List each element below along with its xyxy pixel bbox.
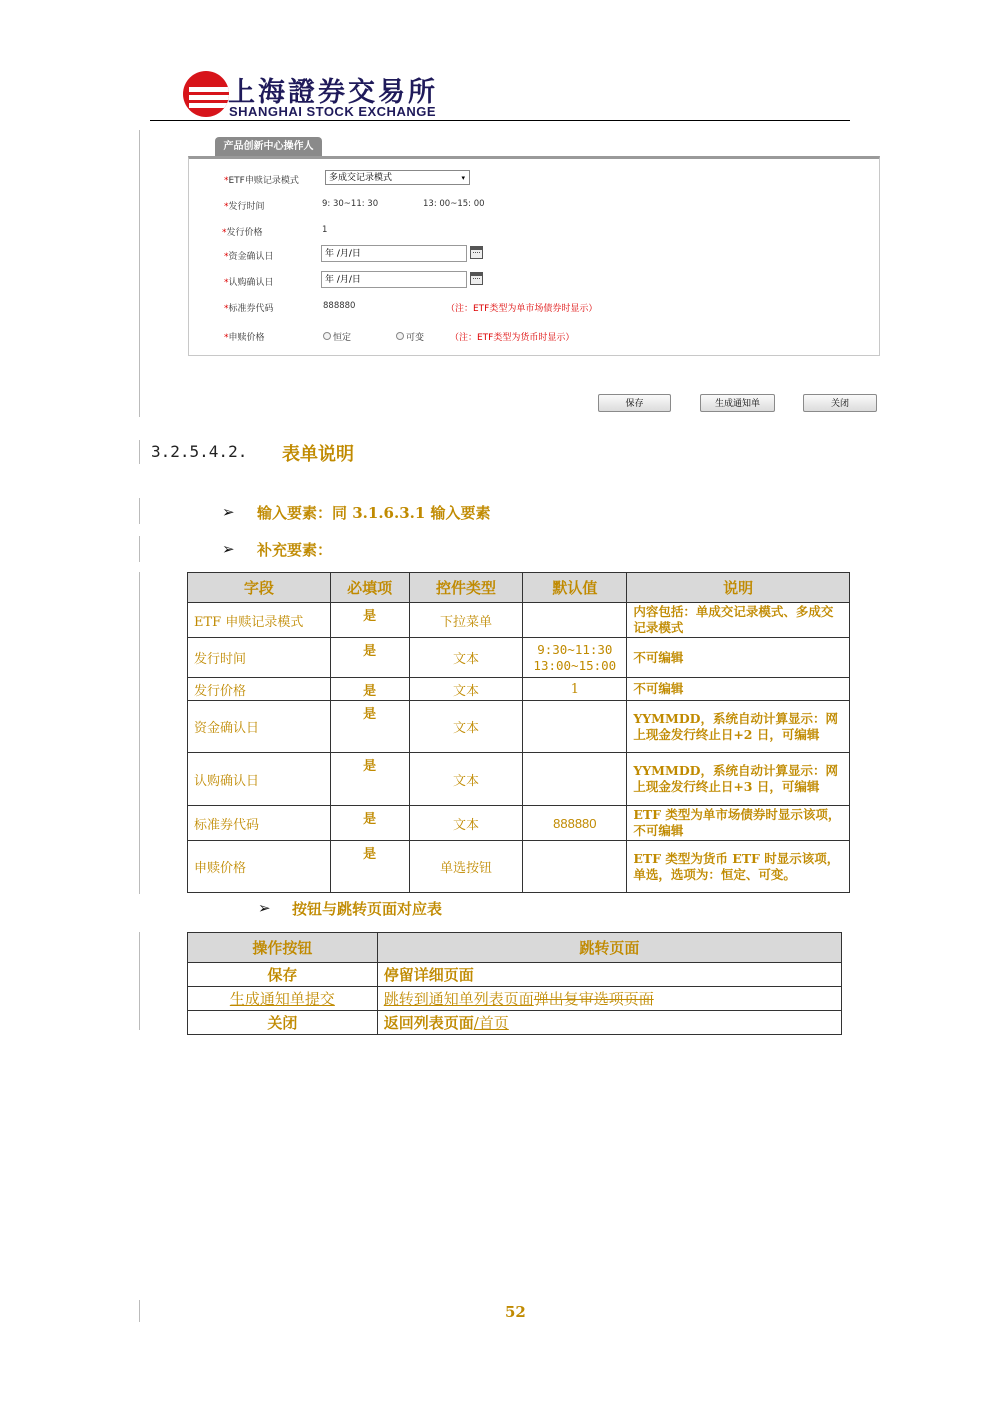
- desc-cell: ETF 类型为单市场债券时显示该项，不可编辑: [627, 806, 850, 841]
- desc-cell: YYMMDD，系统自动计算显示：网上现金发行终止日+3 日，可编辑: [627, 753, 850, 806]
- button-cell: 保存: [188, 963, 378, 987]
- button-table: [187, 932, 842, 1035]
- close-button[interactable]: 关闭: [803, 394, 877, 412]
- issue-time-am: 9: 30~11: 30: [322, 199, 379, 209]
- radio-variable-label: 可变: [406, 333, 425, 343]
- column-header: 必填项: [330, 573, 409, 603]
- column-header: 操作按钮: [188, 933, 378, 963]
- desc-cell: 内容包括：单成交记录模式、多成交记录模式: [627, 603, 850, 638]
- field-cell: 资金确认日: [188, 701, 331, 753]
- chevron-down-icon: ▾: [461, 174, 465, 182]
- std-code-value: 888880: [323, 301, 356, 311]
- change-bar: [139, 932, 140, 1030]
- redeem-price-note: （注：ETF类型为货币时显示）: [450, 333, 575, 343]
- calendar-icon[interactable]: [470, 246, 483, 259]
- change-bar: [139, 440, 140, 464]
- field-cell: 申赎价格: [188, 841, 331, 893]
- table-row: [188, 603, 850, 638]
- page-number: 52: [505, 1303, 526, 1321]
- required-cell: 是: [330, 701, 409, 753]
- control-cell: 文本: [409, 678, 523, 701]
- default-cell: 9:30~11:30 13:00~15:00: [523, 638, 627, 678]
- field-table: [187, 572, 850, 893]
- section-number: 3.2.5.4.2.: [151, 442, 248, 461]
- logo-chinese: 上海證券交易所: [228, 77, 438, 108]
- field-cell: 发行价格: [188, 678, 331, 701]
- bullet-extra-elements: 补充要素：: [257, 541, 333, 559]
- field-cell: 认购确认日: [188, 753, 331, 806]
- field-cell: 发行时间: [188, 638, 331, 678]
- change-bar: [139, 130, 140, 417]
- desc-cell: 不可编辑: [627, 678, 850, 701]
- column-header: 控件类型: [409, 573, 523, 603]
- control-cell: 文本: [409, 701, 523, 753]
- issue-time-pm: 13: 00~15: 00: [423, 199, 485, 209]
- form-panel: [188, 156, 880, 356]
- header-rule: [150, 120, 850, 121]
- required-cell: 是: [330, 603, 409, 638]
- default-cell: [523, 701, 627, 753]
- label-etf-mode: *ETF申赎记录模式: [224, 176, 299, 186]
- label-issue-time: *发行时间: [224, 202, 265, 212]
- change-bar: [139, 498, 140, 524]
- std-code-note: （注：ETF类型为单市场债券时显示）: [446, 304, 598, 314]
- etf-mode-select[interactable]: 多成交记录模式 ▾: [325, 170, 470, 185]
- arrow-bullet-icon: ➢: [222, 540, 235, 558]
- logo-english: SHANGHAI STOCK EXCHANGE: [229, 104, 437, 119]
- required-cell: 是: [330, 753, 409, 806]
- table-row: [188, 963, 842, 987]
- table-row: [188, 841, 850, 893]
- calendar-icon[interactable]: [470, 272, 483, 285]
- required-cell: 是: [330, 678, 409, 701]
- label-redeem-price: *申赎价格: [224, 333, 265, 343]
- fund-confirm-date-input[interactable]: 年 /月/日: [321, 245, 467, 262]
- bullet-button-table: 按钮与跳转页面对应表: [292, 900, 443, 918]
- default-cell: [523, 603, 627, 638]
- desc-cell: ETF 类型为货币 ETF 时显示该项，单选，选项为：恒定、可变。: [627, 841, 850, 893]
- radio-fixed-label: 恒定: [333, 333, 352, 343]
- label-subscribe-confirm: *认购确认日: [224, 278, 274, 288]
- desc-cell: 不可编辑: [627, 638, 850, 678]
- section-title: 表单说明: [282, 444, 354, 465]
- required-cell: 是: [330, 638, 409, 678]
- change-bar: [139, 536, 140, 562]
- bullet-input-elements: 输入要素：同 3.1.6.3.1 输入要素: [257, 504, 491, 522]
- required-cell: 是: [330, 841, 409, 893]
- change-bar: [139, 1300, 140, 1322]
- button-cell: 关闭: [188, 1011, 378, 1035]
- default-cell: 1: [523, 678, 627, 701]
- subscribe-confirm-date-input[interactable]: 年 /月/日: [321, 271, 467, 288]
- control-cell: 下拉菜单: [409, 603, 523, 638]
- page-cell: 跳转到通知单列表页面弹出复审选项页面: [377, 987, 841, 1011]
- column-header: 默认值: [523, 573, 627, 603]
- table-row: [188, 678, 850, 701]
- table-row: [188, 1011, 842, 1035]
- tab-operator[interactable]: 产品创新中心操作人: [215, 137, 322, 156]
- generate-notice-button[interactable]: 生成通知单: [700, 394, 775, 412]
- radio-fixed[interactable]: [323, 332, 331, 340]
- table-row: [188, 753, 850, 806]
- page-cell: 停留详细页面: [377, 963, 841, 987]
- required-cell: 是: [330, 806, 409, 841]
- table-row: [188, 638, 850, 678]
- page-cell: 返回列表页面/首页: [377, 1011, 841, 1035]
- desc-cell: YYMMDD，系统自动计算显示：网上现金发行终止日+2 日，可编辑: [627, 701, 850, 753]
- default-cell: [523, 841, 627, 893]
- table-row: [188, 806, 850, 841]
- default-cell: [523, 753, 627, 806]
- control-cell: 文本: [409, 753, 523, 806]
- field-cell: ETF 申赎记录模式: [188, 603, 331, 638]
- label-std-code: *标准券代码: [224, 304, 274, 314]
- radio-variable[interactable]: [396, 332, 404, 340]
- issue-price-value: 1: [322, 225, 328, 235]
- column-header: 跳转页面: [377, 933, 841, 963]
- control-cell: 单选按钮: [409, 841, 523, 893]
- button-cell: 生成通知单提交: [188, 987, 378, 1011]
- column-header: 说明: [627, 573, 850, 603]
- arrow-bullet-icon: ➢: [258, 899, 271, 917]
- column-header: 字段: [188, 573, 331, 603]
- default-cell: 888880: [523, 806, 627, 841]
- label-issue-price: *发行价格: [222, 228, 263, 238]
- save-button[interactable]: 保存: [598, 394, 671, 412]
- table-row: [188, 987, 842, 1011]
- change-bar: [139, 572, 140, 894]
- field-cell: 标准券代码: [188, 806, 331, 841]
- table-row: [188, 701, 850, 753]
- arrow-bullet-icon: ➢: [222, 503, 235, 521]
- control-cell: 文本: [409, 638, 523, 678]
- sse-logo-icon: [183, 71, 229, 117]
- label-fund-confirm: *资金确认日: [224, 252, 274, 262]
- control-cell: 文本: [409, 806, 523, 841]
